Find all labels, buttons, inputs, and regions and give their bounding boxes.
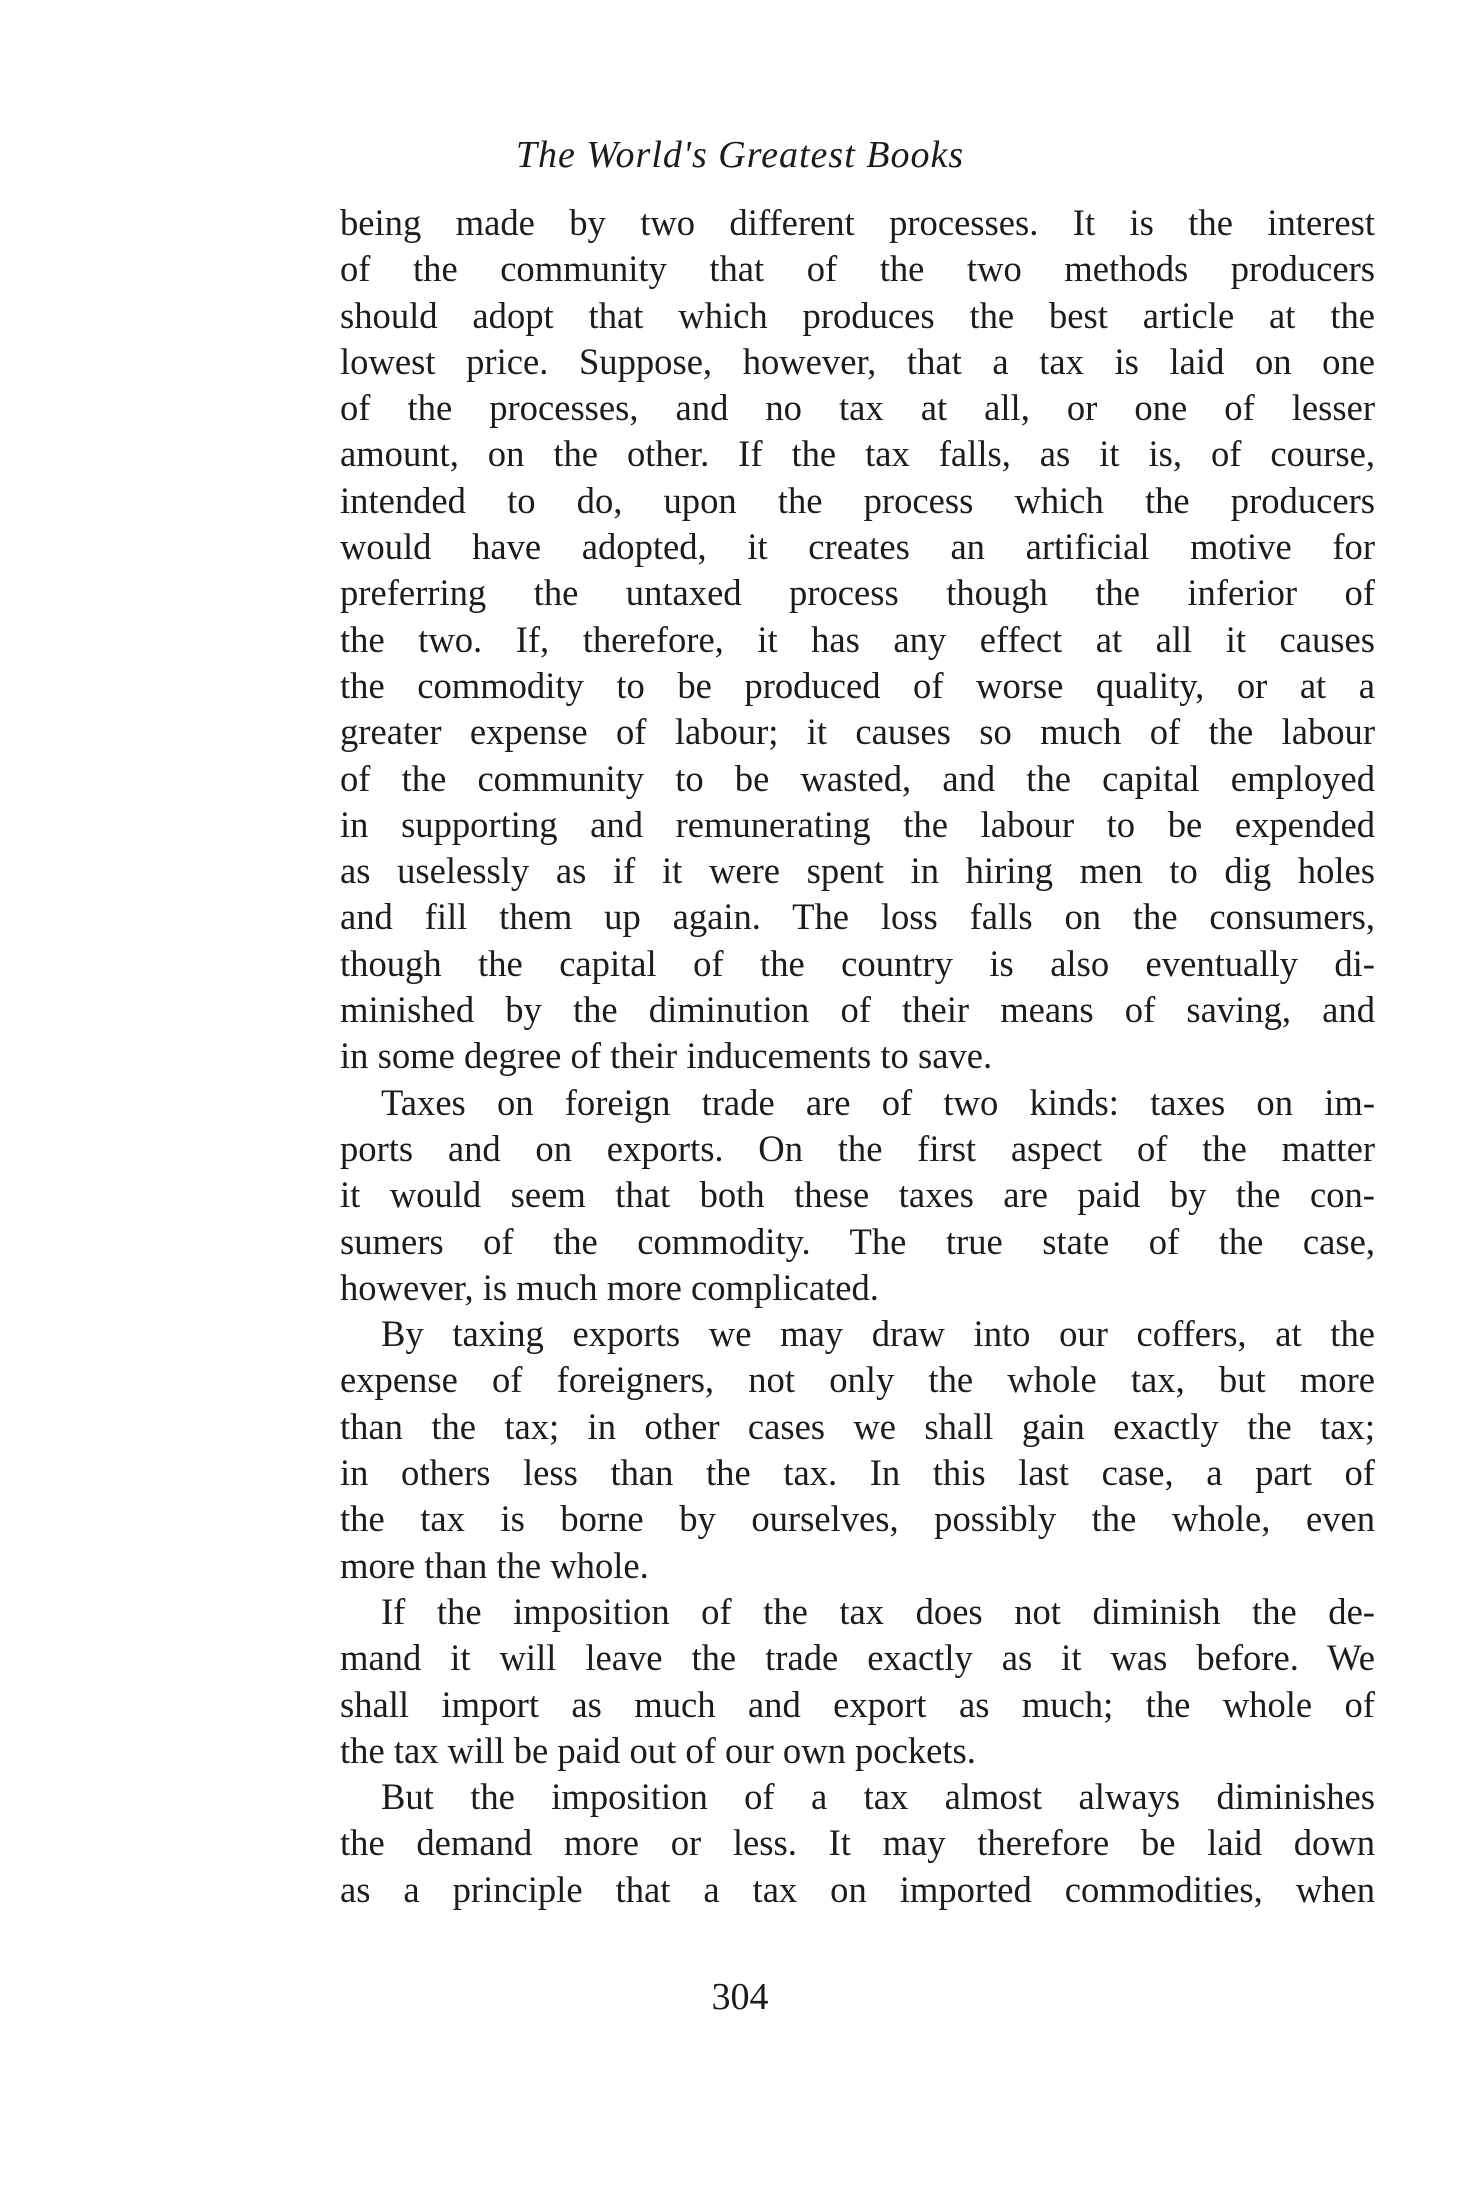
text-line: the tax is borne by ourselves, possibly the whole, even	[340, 1498, 1375, 1540]
text-line: ports and on exports. On the first aspect of the matter	[340, 1127, 1375, 1169]
paragraph-3	[340, 1311, 1375, 1589]
text-line: sumers of the commodity. The true state of the case,	[340, 1220, 1375, 1262]
running-head-title: The World's Greatest Books	[515, 134, 965, 176]
text-line: and fill them up again. The loss falls on the consumers,	[340, 896, 1375, 938]
paragraph-2	[340, 1080, 1375, 1311]
text-line: By taxing exports we may draw into our coffers, at the	[381, 1313, 1375, 1355]
text-line: would have adopted, it creates an artificial motive for	[340, 526, 1375, 568]
text-line: amount, on the other. If the tax falls, as it is, of course,	[340, 433, 1375, 475]
text-line: preferring the untaxed process though the inferior of	[340, 572, 1375, 614]
text-line: the demand more or less. It may therefore be laid down	[340, 1822, 1375, 1864]
text-line: as a principle that a tax on imported commodities, when	[340, 1868, 1375, 1910]
text-line: of the processes, and no tax at all, or one of lesser	[340, 387, 1375, 429]
text-line: intended to do, upon the process which the producers	[340, 479, 1375, 521]
text-line: lowest price. Suppose, however, that a tax is laid on one	[340, 340, 1375, 382]
text-line: the tax will be paid out of our own pockets.	[340, 1729, 976, 1771]
text-line: being made by two different processes. It is the interest	[340, 202, 1375, 243]
text-line: however, is much more complicated.	[340, 1266, 879, 1308]
text-line: If the imposition of the tax does not diminish the de-	[381, 1590, 1375, 1632]
text-line: should adopt that which produces the best article at the	[340, 294, 1375, 336]
text-line: expense of foreigners, not only the whole tax, but more	[340, 1359, 1375, 1401]
text-line: greater expense of labour; it causes so much of the labour	[340, 711, 1375, 753]
text-line: in others less than the tax. In this last case, a part of	[340, 1452, 1375, 1494]
text-line: in supporting and remunerating the labour to be expended	[340, 803, 1375, 845]
text-line: than the tax; in other cases we shall gain exactly the tax;	[340, 1405, 1375, 1447]
text-line: as uselessly as if it were spent in hiring men to dig holes	[340, 850, 1375, 892]
paragraph-1	[340, 200, 1375, 1080]
text-line: in some degree of their inducements to save.	[340, 1035, 993, 1077]
text-line: the two. If, therefore, it has any effect at all it causes	[340, 618, 1375, 660]
body-text	[340, 200, 1375, 1913]
text-line: of the community to be wasted, and the capital employed	[340, 757, 1375, 799]
text-line: though the capital of the country is also eventually di-	[340, 942, 1375, 984]
text-line: of the community that of the two methods producers	[340, 248, 1375, 290]
text-line: But the imposition of a tax almost always diminishes	[381, 1776, 1375, 1818]
page-number: 304	[711, 1976, 769, 2018]
text-line: it would seem that both these taxes are paid by the con-	[340, 1174, 1375, 1216]
paragraph-5	[340, 1774, 1375, 1913]
text-line: minished by the diminution of their means of saving, and	[340, 989, 1375, 1031]
text-line: mand it will leave the trade exactly as it was before. We	[340, 1637, 1375, 1679]
paragraph-4	[340, 1589, 1375, 1774]
text-line: more than the whole.	[340, 1544, 649, 1586]
text-line: shall import as much and export as much; the whole of	[340, 1683, 1375, 1725]
text-line: Taxes on foreign trade are of two kinds: taxes on im-	[381, 1081, 1375, 1123]
text-line: the commodity to be produced of worse quality, or at a	[340, 664, 1375, 706]
